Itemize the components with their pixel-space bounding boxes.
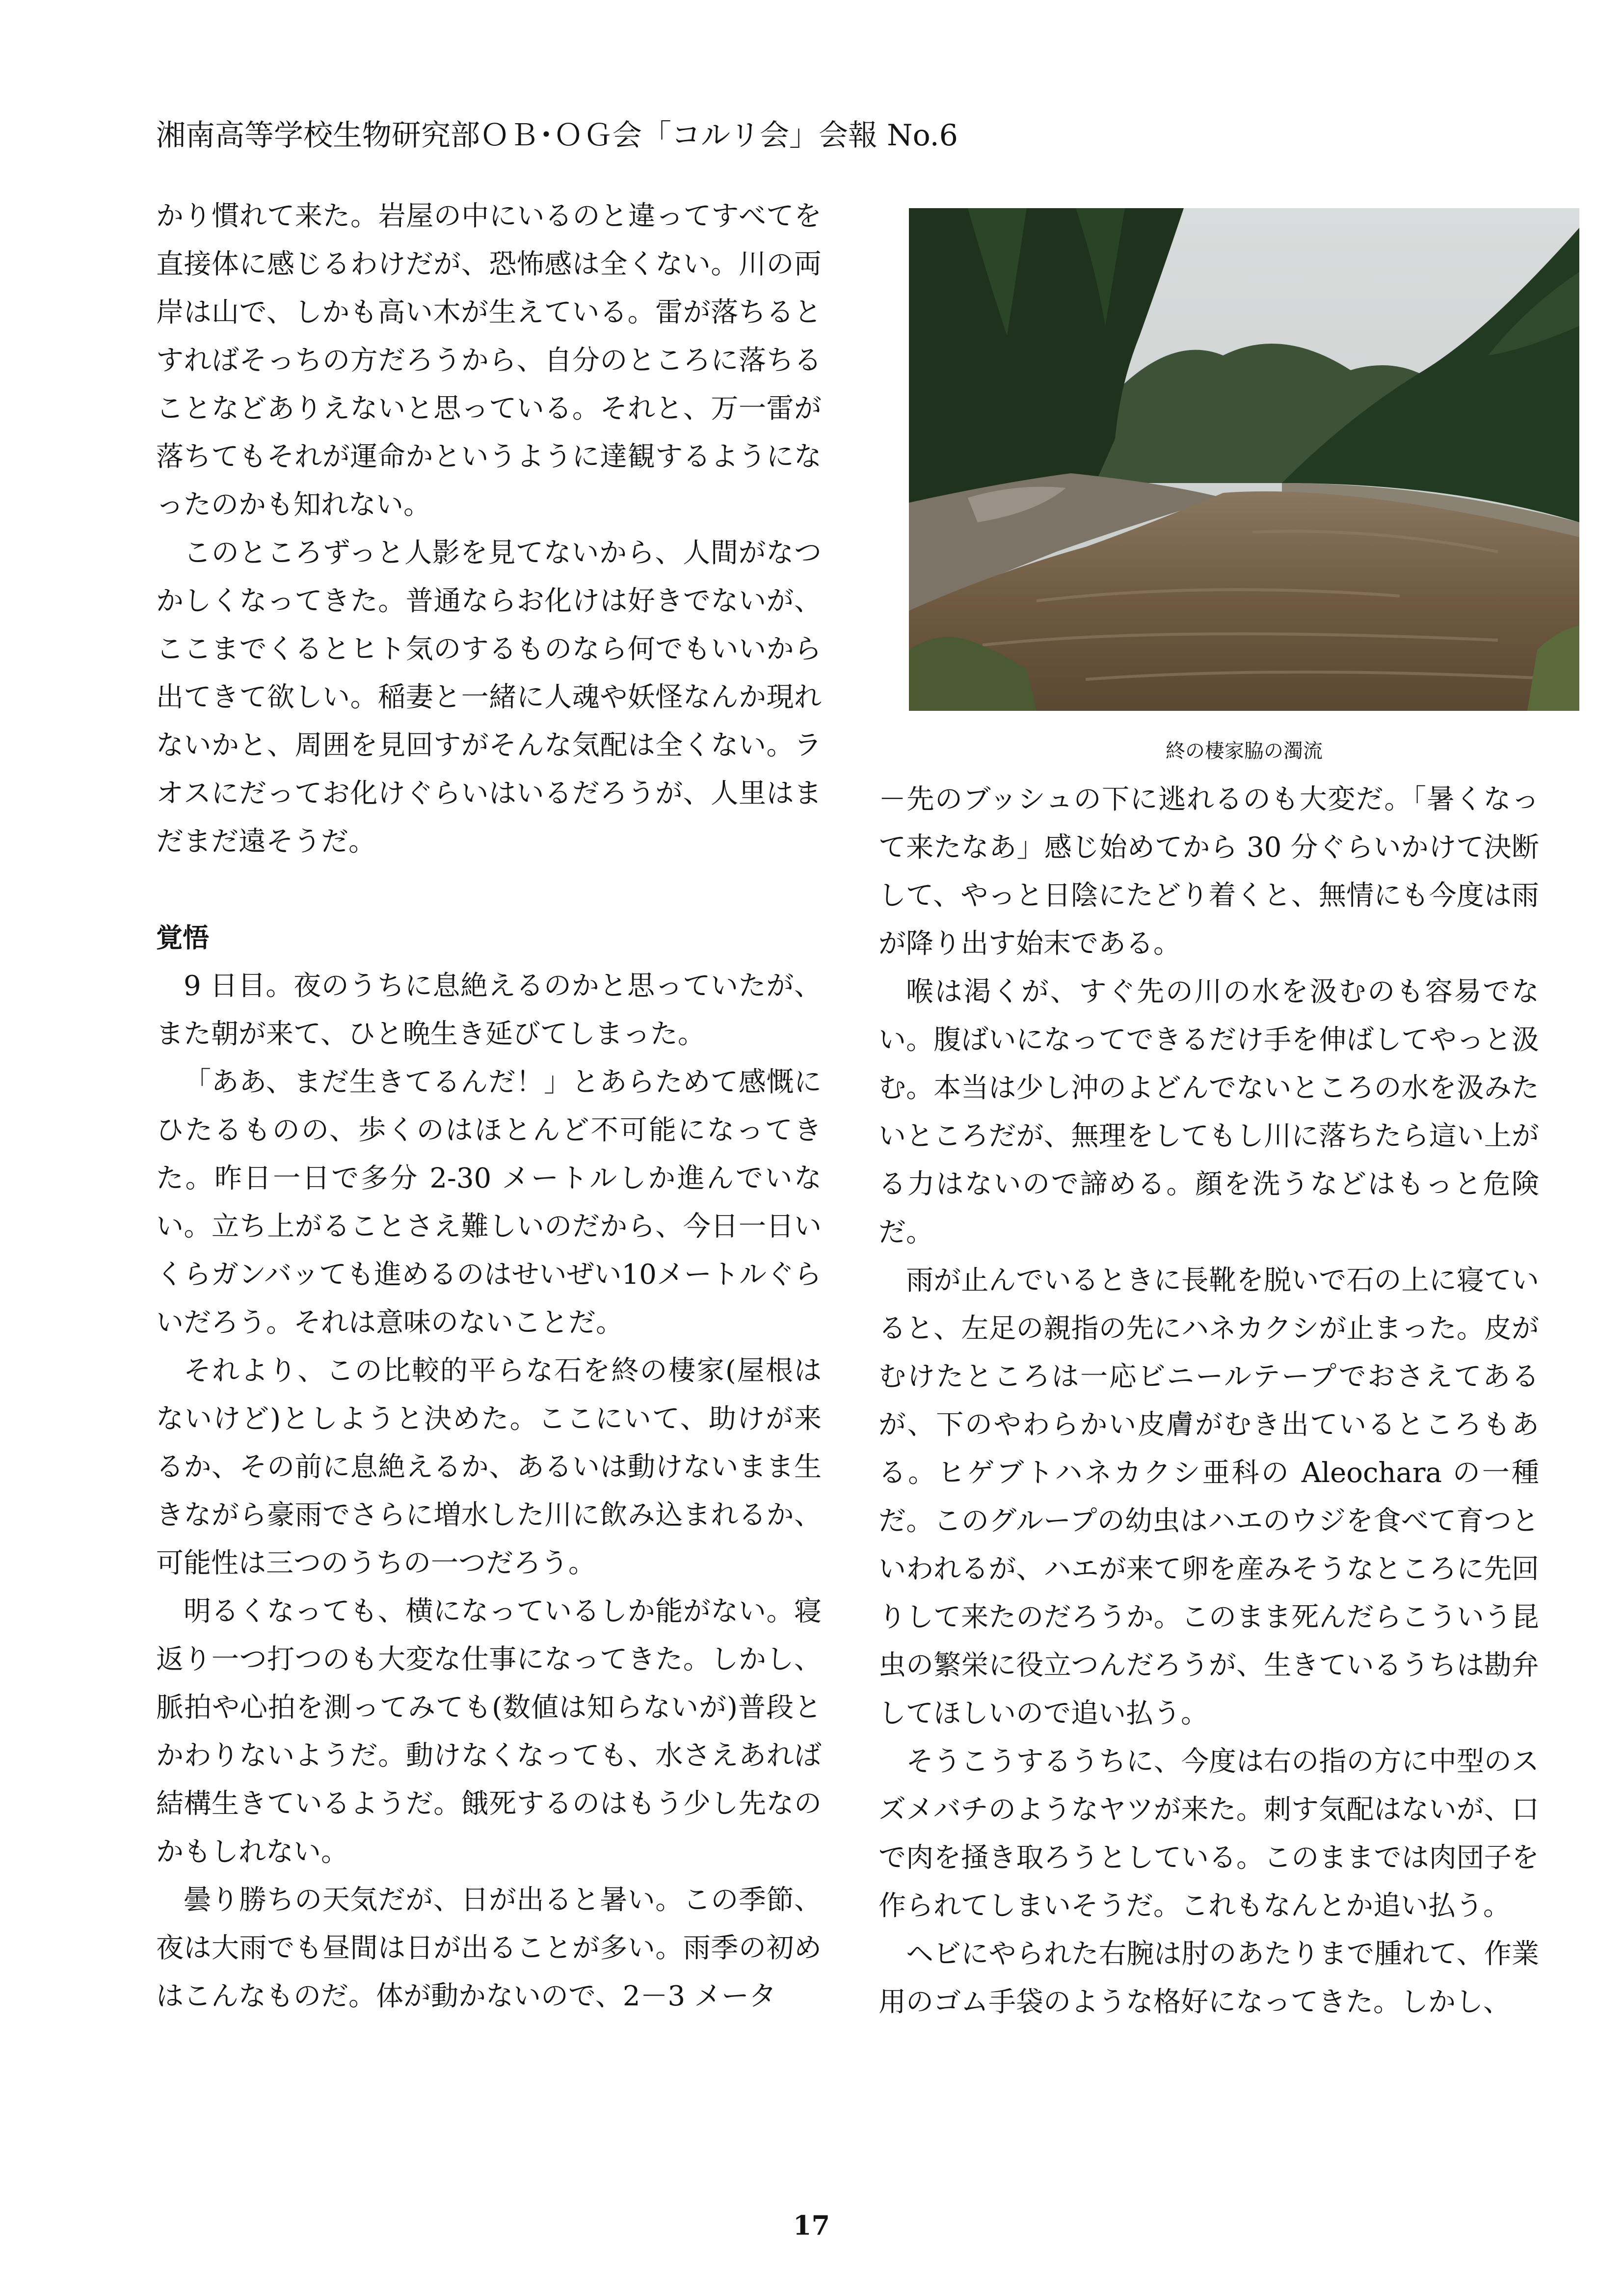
left-paragraph-1: かり慣れて来た。岩屋の中にいるのと違ってすべてを直接体に感じるわけだが、恐怖感は全くない。川の両岸は山で、しかも高い木が生えている。雷が落ちるとすればそっちの方だろうから、自分のところに落ちることなどありえないと思っている。それと、万一雷が落ちてもそれが運命かというように達観するようになったのかも知れない。 <box>156 200 822 521</box>
right-paragraph-4: そうこうするうちに、今度は右の指の方に中型のスズメバチのようなヤツが来た。刺す気配はないが、口で肉を掻き取ろうとしている。このままでは肉団子を作られてしまいそうだ。これもなんとか追い払う。 <box>878 1746 1539 1922</box>
river-photo <box>909 208 1579 711</box>
left-paragraph-7: 曇り勝ちの天気だが、日が出ると暑い。この季節、夜は大雨でも昼間は日が出ることが多い。雨季の初めはこんなものだ。体が動かないので、2－3 メータ <box>156 1884 822 2012</box>
left-paragraph-6: 明るくなっても、横になっているしか能がない。寝返り一つ打つのも大変な仕事になってきた。しかし、脈拍や心拍を測ってみても(数値は知らないが)普段とかわりないようだ。動けなくなっても、水さえあれば結構生きているようだ。餓死するのはもう少し先なのかもしれない。 <box>156 1595 822 1868</box>
left-paragraph-4: 「ああ、まだ生きてるんだ！」とあらためて感慨にひたるものの、歩くのはほとんど不可能になってきた。昨日一日で多分 2-30 メートルしか進んでいない。立ち上がることさえ難しいのだから、今日一日いくらガンバッても進めるのはせいぜい10メートルぐらいだろう。それは意味のないことだ。 <box>156 1066 822 1339</box>
river-photo-illustration <box>909 208 1579 711</box>
left-column <box>156 192 822 2021</box>
photo-caption: 終の棲家脇の濁流 <box>1166 740 1323 762</box>
right-paragraph-2: 喉は渇くが、すぐ先の川の水を汲むのも容易でない。腹ばいになってできるだけ手を伸ばしてやっと汲む。本当は少し沖のよどんでないところの水を汲みたいところだが、無理をしてもし川に落ちたら這い上がる力はないので諦める。顔を洗うなどはもっと危険だ。 <box>878 976 1539 1248</box>
section-title: 覚悟 <box>156 922 209 953</box>
journal-header: 湘南高等学校生物研究部ＯＢ･ＯＧ会「コルリ会」会報 No.6 <box>156 118 958 153</box>
left-paragraph-5: それより、この比較的平らな石を終の棲家(屋根はないけど)としようと決めた。ここにいて、助けが来るか、その前に息絶えるか、あるいは動けないまま生きながら豪雨でさらに増水した川に飲み込まれるか、可能性は三つのうちの一つだろう。 <box>156 1355 822 1579</box>
page-number: 17 <box>793 2210 830 2241</box>
left-paragraph-2: このところずっと人影を見てないから、人間がなつかしくなってきた。普通ならお化けは好きでないが、ここまでくるとヒト気のするものなら何でもいいから出てきて欲しい。稲妻と一緒に人魂や妖怪なんか現れないかと、周囲を見回すがそんな気配は全くない。ラオスにだってお化けぐらいはいるだろうが、人里はまだまだ遠そうだ。 <box>156 537 822 858</box>
right-paragraph-3: 雨が止んでいるときに長靴を脱いで石の上に寝ていると、左足の親指の先にハネカクシが止まった。皮がむけたところは一応ビニールテープでおさえてあるが、下のやわらかい皮膚がむき出ているところもある。ヒゲブトハネカクシ亜科の Aleochara の一種だ。このグループの幼虫はハエのウジを食べて育つといわれるが、ハエが来て卵を産みそうなところに先回りして来たのだろうか。このまま死んだらこういう昆虫の繁栄に役立つんだろうが、生きているうちは勘弁してほしいので追い払う。 <box>878 1265 1540 1729</box>
right-column <box>878 776 1539 2026</box>
left-paragraph-3: 9 日目。夜のうちに息絶えるのかと思っていたが、また朝が来て、ひと晩生き延びてしまった。 <box>156 970 822 1050</box>
right-paragraph-5: ヘビにやられた右腕は肘のあたりまで腫れて、作業用のゴム手袋のような格好になってきた。しかし、 <box>878 1938 1539 2018</box>
right-paragraph-1: －先のブッシュの下に逃れるのも大変だ。「暑くなって来たなあ」感じ始めてから 30 分ぐらいかけて決断して、やっと日陰にたどり着くと、無情にも今度は雨が降り出す始末である。 <box>878 783 1539 960</box>
